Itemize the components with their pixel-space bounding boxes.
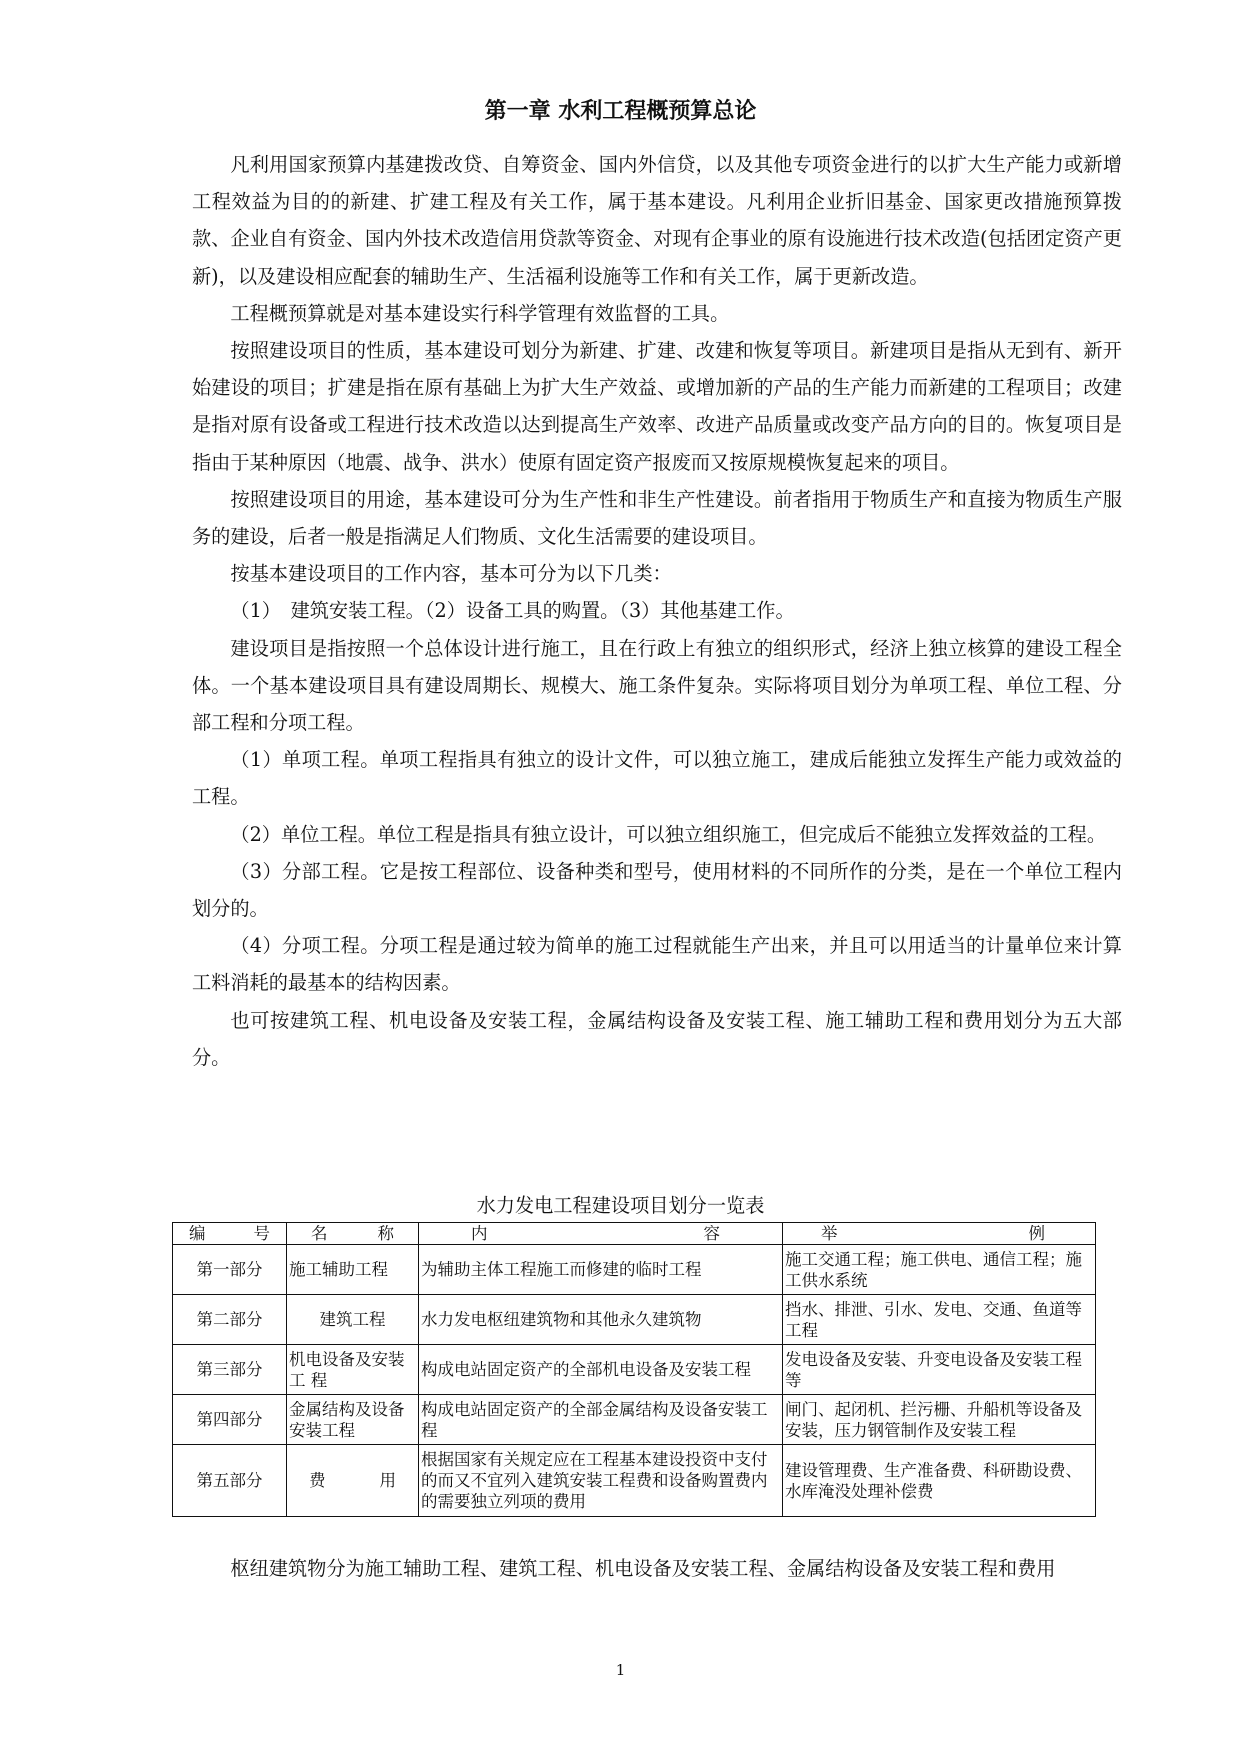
paragraph: 凡利用国家预算内基建拨改贷、自筹资金、国内外信贷，以及其他专项资金进行的以扩大生产能力或新增工程效益为目的的新建、扩建工程及有关工作，属于基本建设。凡利用企业折旧基金、国家更改措施预算拨款、企业自有资金、国内外技术改造信用贷款等资金、对现有企事业的原有设施进行技术改造(包括团定资产更新)，以及建设相应配套的辅助生产、生活福利设施等工作和有关工作，属于更新改造。 [192, 153, 1122, 288]
header-content-char: 容 [703, 1224, 720, 1243]
header-example-char: 举 [821, 1224, 838, 1243]
cell-name: 施工辅助工程 [287, 1245, 419, 1295]
cell-content: 构成电站固定资产的全部金属结构及设备安装工程 [419, 1395, 783, 1445]
cell-number: 第四部分 [173, 1395, 287, 1445]
tail-text [192, 1550, 1122, 1587]
page-number: 1 [615, 1661, 626, 1679]
table-row [173, 1295, 1096, 1345]
paragraph: 按照建设项目的性质，基本建设可划分为新建、扩建、改建和恢复等项目。新建项目是指从无到有、新开始建设的项目；扩建是指在原有基础上为扩大生产效益、或增加新的产品的生产能力而新建的工程项目；改建是指对原有设备或工程进行技术改造以达到提高生产效率、改进产品质量或改变产品方向的目的。恢复项目是指由于某种原因（地震、战争、洪水）使原有固定资产报废而又按原规模恢复起来的项目。 [192, 339, 1122, 474]
cell-example: 挡水、排泄、引水、发电、交通、鱼道等工程 [783, 1295, 1096, 1345]
cell-name: 金属结构及设备安装工程 [287, 1395, 419, 1445]
paragraph: 按照建设项目的用途，基本建设可分为生产性和非生产性建设。前者指用于物质生产和直接为物质生产服务的建设，后者一般是指满足人们物质、文化生活需要的建设项目。 [192, 487, 1122, 549]
paragraph: （4）分项工程。分项工程是通过较为简单的施工过程就能生产出来，并且可以用适当的计量单位来计算工料消耗的最基本的结构因素。 [192, 934, 1122, 995]
cell-name-char: 费 [309, 1471, 326, 1490]
cell-name [287, 1445, 419, 1517]
cell-name: 建筑工程 [287, 1295, 419, 1345]
header-example [783, 1223, 1096, 1245]
project-division-table [172, 1222, 1096, 1517]
table-row [173, 1345, 1096, 1395]
chapter-title: 第一章 水利工程概预算总论 [484, 99, 757, 124]
cell-example: 发电设备及安装、升变电设备及安装工程等 [783, 1345, 1096, 1395]
cell-example: 建设管理费、生产准备费、科研勘设费、水库淹没处理补偿费 [783, 1445, 1096, 1517]
cell-content: 水力发电枢纽建筑物和其他永久建筑物 [419, 1295, 783, 1345]
paragraph: 按基本建设项目的工作内容，基本可分为以下几类： [230, 562, 672, 586]
table-row [173, 1395, 1096, 1445]
header-name [287, 1223, 419, 1245]
paragraph: （2）单位工程。单位工程是指具有独立设计，可以独立组织施工，但完成后不能独立发挥效益的工程。 [230, 822, 1107, 846]
paragraph: （3）分部工程。它是按工程部位、设备种类和型号，使用材料的不同所作的分类，是在一个单位工程内划分的。 [192, 859, 1122, 921]
cell-number: 第五部分 [173, 1445, 287, 1517]
header-number-char: 编 [189, 1224, 206, 1243]
header-number-char: 号 [253, 1224, 270, 1243]
cell-content: 为辅助主体工程施工而修建的临时工程 [419, 1245, 783, 1295]
cell-number: 第二部分 [173, 1295, 287, 1345]
paragraph: （1） 建筑安装工程。（2）设备工具的购置。（3）其他基建工作。 [230, 599, 795, 623]
cell-number: 第三部分 [173, 1345, 287, 1395]
table-header-row [173, 1223, 1096, 1245]
cell-name-char: 用 [379, 1471, 396, 1490]
header-content [419, 1223, 783, 1245]
cell-name: 机电设备及安装工 程 [287, 1345, 419, 1395]
cell-content: 构成电站固定资产的全部机电设备及安装工程 [419, 1345, 783, 1395]
paragraph: 建设项目是指按照一个总体设计进行施工，且在行政上有独立的组织形式，经济上独立核算的建设工程全体。一个基本建设项目具有建设周期长、规模大、施工条件复杂。实际将项目划分为单项工程、单位工程、分部工程和分项工程。 [192, 636, 1122, 735]
header-name-char: 称 [377, 1224, 394, 1243]
paragraph: （1）单项工程。单项工程指具有独立的设计文件，可以独立施工，建成后能独立发挥生产能力或效益的工程。 [192, 748, 1122, 809]
paragraph: 工程概预算就是对基本建设实行科学管理有效监督的工具。 [230, 301, 730, 325]
table-row [173, 1245, 1096, 1295]
cell-example: 施工交通工程；施工供电、通信工程；施工供水系统 [783, 1245, 1096, 1295]
header-name-char: 名 [311, 1224, 328, 1243]
header-content-char: 内 [471, 1224, 488, 1243]
body-text [192, 146, 1122, 1076]
table-caption: 水力发电工程建设项目划分一览表 [476, 1194, 765, 1217]
cell-content: 根据国家有关规定应在工程基本建设投资中支付的而又不宜列入建筑安装工程费和设备购置费内的需要独立列项的费用 [419, 1445, 783, 1517]
table-row [173, 1445, 1096, 1517]
header-number [173, 1223, 287, 1245]
cell-example: 闸门、起闭机、拦污栅、升船机等设备及安装，压力钢管制作及安装工程 [783, 1395, 1096, 1445]
paragraph: 也可按建筑工程、机电设备及安装工程，金属结构设备及安装工程、施工辅助工程和费用划分为五大部分。 [192, 1008, 1122, 1069]
paragraph: 枢纽建筑物分为施工辅助工程、建筑工程、机电设备及安装工程、金属结构设备及安装工程和费用 [230, 1557, 1056, 1580]
header-example-char: 例 [1028, 1224, 1045, 1243]
cell-number: 第一部分 [173, 1245, 287, 1295]
